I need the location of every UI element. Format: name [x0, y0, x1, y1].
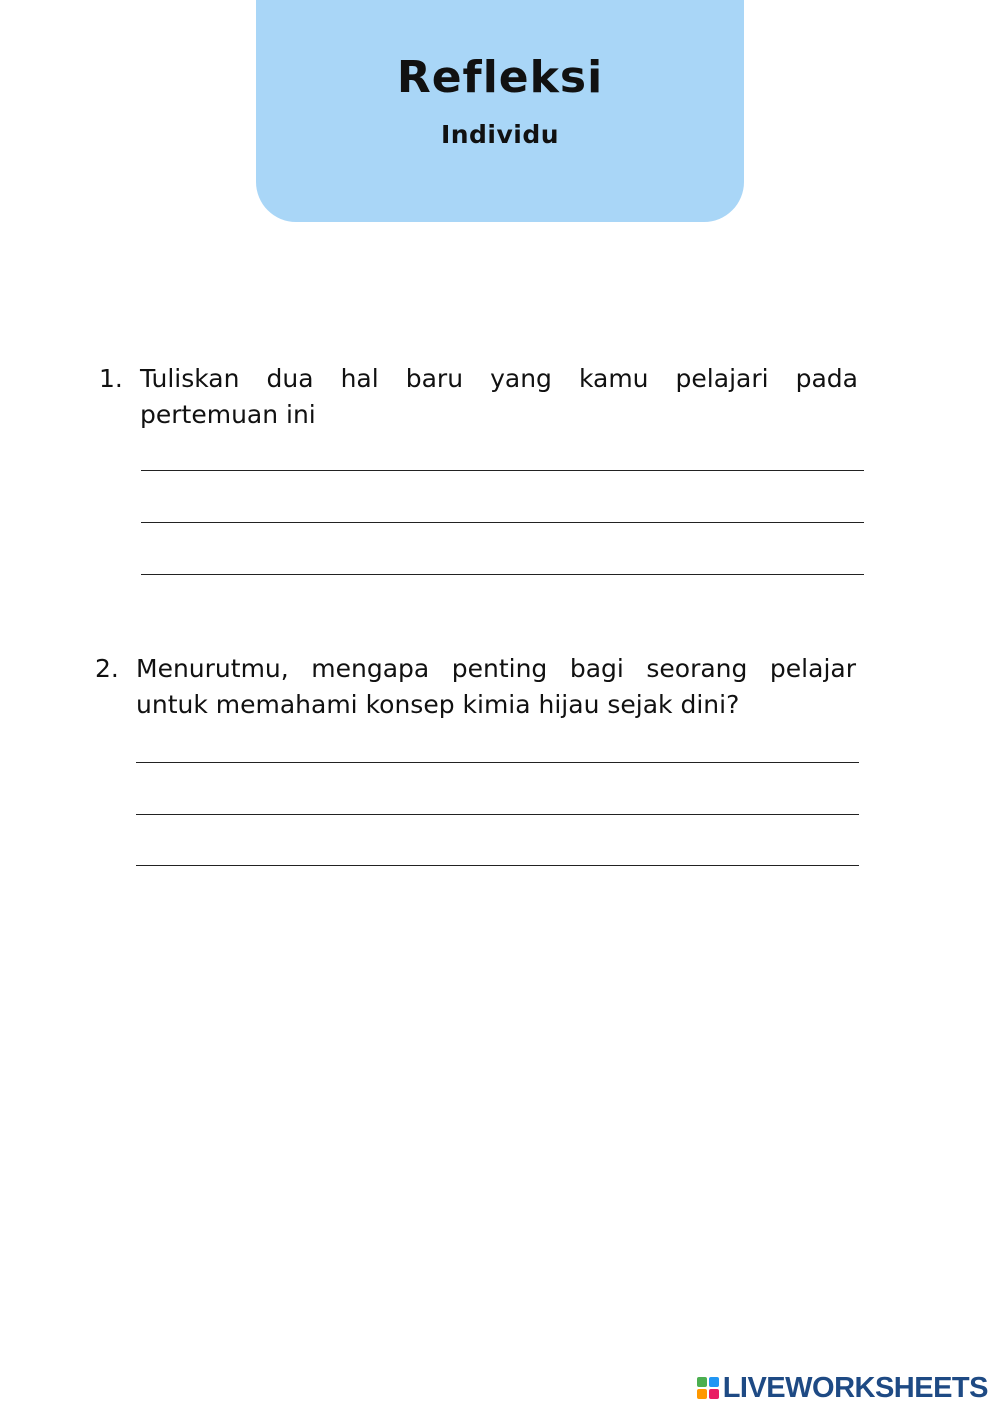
answer-line[interactable] — [136, 865, 859, 866]
liveworksheets-logo[interactable] — [697, 1372, 988, 1404]
logo-square — [697, 1377, 707, 1387]
question-text: Menurutmu, mengapa penting bagi seorang pelajar untuk memahami konsep kimia hijau sejak dini? — [136, 654, 856, 719]
question-text: Tuliskan dua hal baru yang kamu pelajari pada pertemuan ini — [140, 364, 858, 429]
answer-line[interactable] — [141, 574, 864, 575]
question-number: 2. — [95, 654, 119, 683]
logo-icon — [697, 1377, 719, 1399]
page-title: Refleksi — [396, 52, 604, 103]
logo-square — [697, 1389, 707, 1399]
answer-line[interactable] — [136, 762, 859, 763]
logo-square — [709, 1377, 719, 1387]
page-subtitle: Individu — [440, 120, 560, 149]
answer-line[interactable] — [141, 522, 864, 523]
logo-text: LIVEWORKSHEETS — [722, 1371, 988, 1404]
answer-line[interactable] — [136, 814, 859, 815]
header-banner — [256, 0, 744, 222]
answer-line[interactable] — [141, 470, 864, 471]
logo-square — [709, 1389, 719, 1399]
question-number: 1. — [99, 364, 123, 393]
